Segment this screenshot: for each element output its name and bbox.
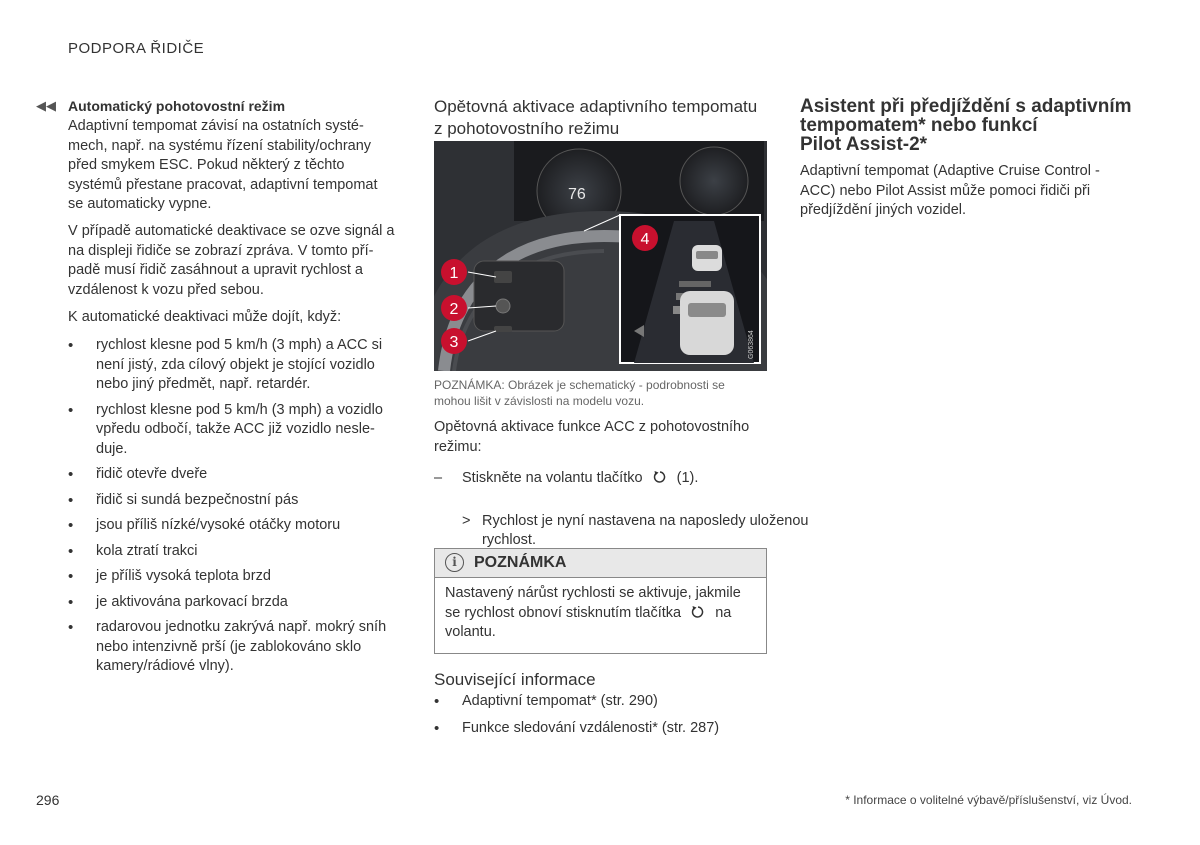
list-item: • radarovou jednotku zakrývá např. mokrý sníh nebo intenzivně prší (je zablokováno sklo kamery/rádiové vlny).	[68, 618, 406, 677]
callout-1	[441, 259, 467, 285]
list-item: • řidič otevře dveře	[68, 465, 406, 485]
result-marker: >	[462, 512, 471, 529]
step-reference: (1).	[676, 470, 699, 486]
speed-readout: 76	[568, 186, 586, 203]
result-item	[434, 512, 812, 551]
figure-code: G063864	[748, 330, 755, 359]
deactivation-conditions-list	[68, 336, 406, 683]
callout-2	[441, 295, 467, 321]
related-links-list	[434, 692, 764, 744]
svg-text:2: 2	[449, 301, 459, 318]
note-title: POZNÁMKA	[474, 554, 567, 571]
callout-3	[441, 328, 467, 354]
list-item: • kola ztratí trakci	[68, 542, 406, 562]
callout-4	[632, 225, 658, 251]
step-item	[434, 469, 792, 489]
paragraph-3: K automatické deaktivaci může dojít, když:	[68, 309, 342, 325]
note-text-after: na volantu.	[445, 604, 732, 640]
resume-icon	[691, 605, 705, 619]
paragraph-2: V případě automatické deaktivace se ozve signál a na displeji řidiče se zobrazí zpráva. V tomto pří-padě musí řidič zasáhnout a upravit rychlost a vzdálenost k vozu před sebou.	[68, 223, 395, 298]
note-box	[434, 548, 767, 654]
list-item: • je aktivována parkovací brzda	[68, 593, 406, 613]
list-item: • rychlost klesne pod 5 km/h (3 mph) a ACC si není jistý, zda cílový objekt je stojící vozidlo nebo jiný předmět, např. retardér.	[68, 336, 406, 395]
heading-line: Asistent při předjíždění s adaptivním	[800, 96, 1132, 117]
result-text: Rychlost je nyní nastavena na naposledy uloženou rychlost.	[482, 512, 809, 548]
subheading-standby: Automatický pohotovostní režim	[68, 98, 286, 114]
page-number: 296	[36, 792, 60, 808]
footer-footnote: * Informace o volitelné výbavě/příslušenství, viz Úvod.	[845, 793, 1132, 807]
info-icon: i	[445, 553, 464, 572]
list-item: • je příliš vysoká teplota brzd	[68, 567, 406, 587]
paragraph-1: Adaptivní tempomat závisí na ostatních systé-mech, např. na systému řízení stability/ochrany před smykem ESC. Pokud některý z těchto systémů přestane pracovat, adaptivní tempomat se automaticky vypne.	[68, 118, 378, 212]
svg-text:3: 3	[449, 334, 459, 351]
overtake-assist-text: Adaptivní tempomat (Adaptive Cruise Control - ACC) nebo Pilot Assist může pomoci řidiči při předjíždění jiných vozidel.	[800, 163, 1100, 218]
list-item: • řidič si sundá bezpečnostní pás	[68, 491, 406, 511]
steering-wheel-figure	[434, 141, 767, 371]
steering-wheel-illustration	[434, 141, 767, 371]
related-info-heading: Související informace	[434, 670, 596, 689]
page-header-title: PODPORA ŘIDIČE	[68, 40, 205, 57]
list-item: • rychlost klesne pod 5 km/h (3 mph) a vozidlo vpředu odbočí, takže ACC již vozidlo nesle-duje.	[68, 401, 406, 460]
reactivation-intro: Opětovná aktivace funkce ACC z pohotovostního režimu:	[434, 419, 750, 455]
resume-icon	[653, 470, 667, 484]
list-item: • jsou příliš nízké/vysoké otáčky motoru	[68, 516, 406, 536]
heading-line: tempomatem* nebo funkcí	[800, 115, 1038, 136]
note-text-before: Nastavený nárůst rychlosti se aktivuje, jakmile se rychlost obnoví stisknutím tlačítka	[445, 585, 741, 621]
overtake-assist-heading	[800, 97, 1145, 154]
figure-caption: POZNÁMKA: Obrázek je schematický - podrobnosti se mohou lišit v závislosti na modelu vozu.	[434, 378, 725, 408]
section-heading-reactivation: Opětovná aktivace adaptivního tempomatu z pohotovostního režimu	[434, 97, 758, 138]
step-text: Stiskněte na volantu tlačítko	[462, 470, 643, 486]
svg-text:4: 4	[640, 231, 650, 248]
previous-page-arrows-icon[interactable]: ◀◀	[36, 98, 56, 113]
related-link[interactable]: • Funkce sledování vzdálenosti* (str. 287)	[434, 719, 764, 739]
svg-text:1: 1	[449, 265, 459, 282]
heading-line: Pilot Assist-2*	[800, 134, 928, 155]
note-body	[435, 578, 766, 649]
related-link[interactable]: • Adaptivní tempomat* (str. 290)	[434, 692, 764, 712]
note-header	[435, 549, 766, 578]
